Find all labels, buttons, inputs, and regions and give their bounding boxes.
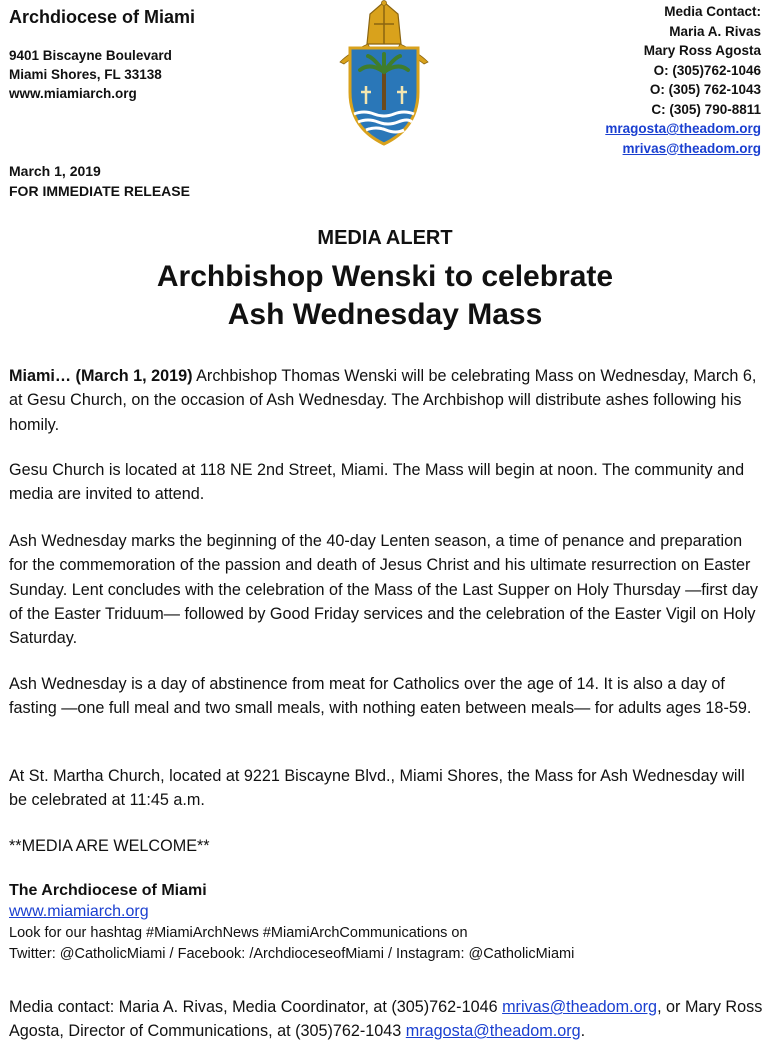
footer-social: Twitter: @CatholicMiami / Facebook: /ArchdioceseofMiami / Instagram: @CatholicMiami [9,946,575,962]
footer-hashtags: Look for our hashtag #MiamiArchNews #MiamiArchCommunications on [9,925,468,941]
archdiocese-crest-logo [330,0,438,146]
paragraph-5: At St. Martha Church, located at 9221 Biscayne Blvd., Miami Shores, the Mass for Ash Wednesday will be celebrated at 11:45 a.m. [9,767,745,810]
media-contact-email-1-link[interactable]: mrivas@theadom.org [502,998,658,1016]
contact-name-2: Mary Ross Agosta [643,43,761,58]
contact-name-1: Maria A. Rivas [669,23,761,39]
address-line-2: Miami Shores, FL 33138 [9,67,162,82]
release-type: FOR IMMEDIATE RELEASE [9,182,190,199]
release-date: March 1, 2019 [9,163,101,179]
media-contact-email-2-link[interactable]: mragosta@theadom.org [405,1022,581,1040]
contact-phone-1: O: (305)762-1046 [653,62,761,78]
paragraph-1 [9,364,761,437]
org-website[interactable]: www.miamiarch.org [9,86,137,101]
media-contact-part-3: . [580,1022,586,1040]
contact-phone-2: O: (305) 762-1043 [649,82,761,97]
release-date-block [9,162,190,201]
media-contact-block [605,2,761,158]
org-name: Archdiocese of Miami [9,7,196,27]
footer [9,880,574,965]
media-welcome-note: **MEDIA ARE WELCOME** [9,837,210,855]
paragraph-1-text: Archbishop Thomas Wenski will be celebrating Mass on Wednesday, March 6, at Gesu Church, on the occasion of Ash Wednesday. The Archbishop will distribute ashes following his homily. [9,367,757,434]
paragraph-4: Ash Wednesday is a day of abstinence from meat for Catholics over the age of 14. It is also a day of fasting —one full meal and two small meals, with nothing eaten between meals— for adults ages 18-59. [9,675,752,718]
contact-email-1-link[interactable]: mragosta@theadom.org [605,121,761,136]
headline [0,258,770,334]
media-contact-sentence [9,995,764,1043]
media-contact-part-2: , or Mary Ross Agosta, Director of Communications, at (305)762-1043 [9,998,763,1040]
dateline: Miami… (March 1, 2019) [9,367,193,385]
headline-line-1: Archbishop Wenski to celebrate [156,260,614,293]
contact-label: Media Contact: [664,4,761,19]
contact-phone-3: C: (305) 790-8811 [651,101,761,117]
footer-website-link[interactable]: www.miamiarch.org [9,903,149,920]
address-line-1: 9401 Biscayne Boulevard [9,48,172,63]
headline-line-2: Ash Wednesday Mass [227,298,543,331]
paragraph-2: Gesu Church is located at 118 NE 2nd Street, Miami. The Mass will begin at noon. The community and media are invited to attend. [9,461,745,504]
org-block [9,6,195,103]
media-contact-part-1: Media contact: Maria A. Rivas, Media Coordinator, at (305)762-1046 [9,998,503,1016]
footer-title: The Archdiocese of Miami [9,882,207,899]
contact-email-2-link[interactable]: mrivas@theadom.org [622,140,761,156]
paragraph-3: Ash Wednesday marks the beginning of the 40-day Lenten season, a time of penance and preparation for the commemoration of the passion and death of Jesus Christ and his ultimate resurrection on Easter Sunday. Lent concludes with the celebration of the Mass of the Last Supper on Holy Thursday —first day of the Easter Triduum— followed by Good Friday services and the celebration of the Easter Vigil on Holy Saturday. [9,532,758,648]
media-alert-label: MEDIA ALERT [317,227,453,249]
